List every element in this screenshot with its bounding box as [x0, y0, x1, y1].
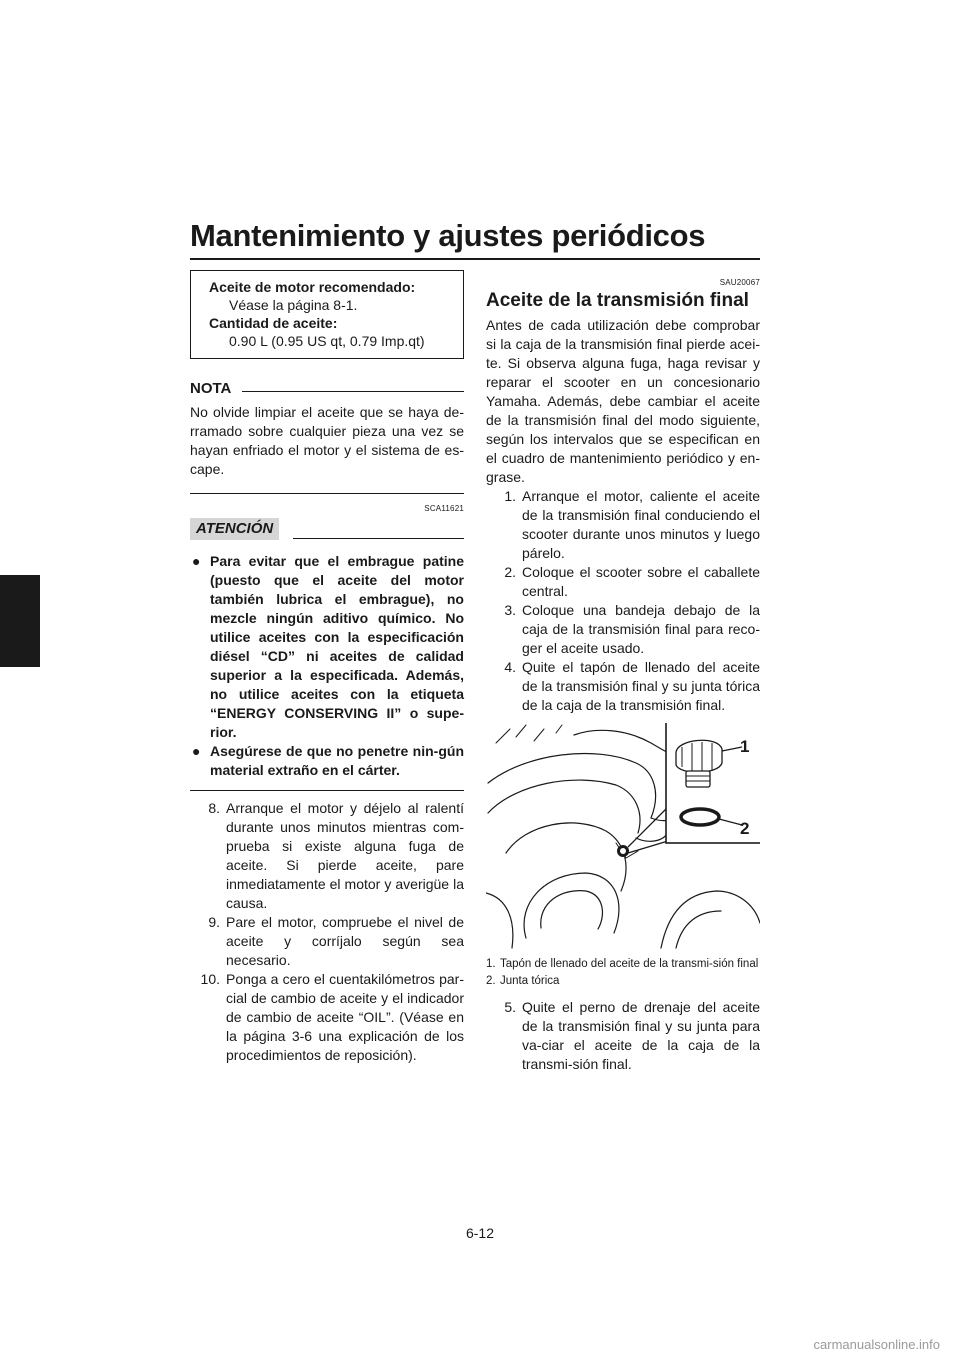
list-item: 1. Tapón de llenado del aceite de la transmi-sión final — [486, 958, 759, 970]
bullet-icon: ● — [192, 553, 201, 569]
header-rule — [190, 258, 760, 260]
section-code: SAU20067 — [719, 278, 760, 287]
list-item: 5. Quite el perno de drenaje del aceite de la transmisión final y su junta para va-ciar el aceite de la caja de la transmi-sión final. — [504, 999, 760, 1072]
qty-value: 0.90 L (0.95 US qt, 0.79 Imp.qt) — [229, 333, 425, 349]
figure-label-1: 1 — [740, 737, 750, 756]
nota-end-rule — [190, 493, 464, 494]
nota-text: No olvide limpiar el aceite que se haya de-rramado sobre cualquier pieza una vez se hayan enfriado el motor y el sistema de es-cape. — [190, 404, 464, 477]
qty-label: Cantidad de aceite: — [209, 315, 338, 331]
bullet-icon: ● — [192, 743, 201, 759]
left-column — [190, 270, 464, 1065]
list-item: 4. Quite el tapón de llenado del aceite de la transmisión final y su junta tórica de la caja de la transmisión final. — [504, 659, 760, 713]
steps-right — [486, 487, 760, 715]
page-number: 6-12 — [465, 1225, 495, 1241]
steps-right-2 — [486, 998, 760, 1074]
atencion-rule — [293, 538, 464, 539]
section-title: Aceite de la transmisión final — [486, 290, 749, 311]
oil-label: Aceite de motor recomendado: — [209, 279, 416, 295]
atencion-end-rule — [190, 790, 464, 791]
list-item: 2. Junta tórica — [486, 975, 560, 987]
list-item: 2. Coloque el scooter sobre el caballete central. — [504, 564, 760, 599]
atencion-label: ATENCIÓN — [190, 518, 279, 540]
list-item: 3. Coloque una bandeja debajo de la caja de la transmisión final para reco-ger el aceite usado. — [504, 602, 760, 656]
list-item: 10. Ponga a cero el cuentakilómetros par-cial de cambio de aceite y el indicador de cambio de aceite “OIL”. (Véase en la página 3-6 una explicación de los procedimientos de reposición). — [200, 971, 464, 1064]
chapter-number: 6 — [26, 603, 37, 623]
list-item: 8. Arranque el motor y déjelo al ralentí durante unos minutos mientras com-prueba si existe alguna fuga de aceite. Si pierde aceite, pare inmediatamente el motor y averigüe la causa. — [208, 800, 464, 912]
figure-label-2: 2 — [740, 819, 750, 838]
section-intro: Antes de cada utilización debe comprobar si la caja de la transmisión final pierde acei-te. Si observa alguna fuga, haga revisar y reparar el scooter en un concesionario Yamaha. Además, debe cambiar el aceite de la transmisión final del modo siguiente, según los intervalos que se especifican en el cuadro de mantenimiento periódico y en-grase. — [486, 317, 760, 485]
nota-heading — [190, 377, 464, 399]
list-item: ● Asegúrese de que no penetre nin-gún material extraño en el cárter. — [192, 743, 464, 778]
watermark: carmanualsonline.info — [813, 1337, 940, 1352]
atencion-code: SCA11621 — [424, 504, 464, 513]
list-item: 9. Pare el motor, compruebe el nivel de aceite y corríjalo según sea necesario. — [208, 914, 464, 969]
nota-label: NOTA — [190, 380, 232, 397]
nota-rule — [242, 391, 464, 392]
atencion-bullets — [190, 552, 464, 780]
atencion-heading — [190, 516, 464, 544]
oil-value: Véase la página 8-1. — [229, 297, 358, 313]
steps-left — [190, 799, 464, 1065]
page-title: Mantenimiento y ajustes periódicos — [190, 218, 706, 253]
spec-box — [190, 270, 464, 359]
list-item: ● Para evitar que el embrague patine (puesto que el aceite del motor también lubrica el embrague), no mezcle ningún aditivo químico. No utilice aceites con la especificación diésel “CD” ni aceites de calidad superior a la especificada. Además, no utilice aceites con la etiqueta “ENERGY CONSERVING II” o supe-rior. — [192, 553, 464, 740]
list-item: 1. Arranque el motor, caliente el aceite de la transmisión final conduciendo el scooter durante unos minutos y luego párelo. — [504, 488, 760, 561]
right-column — [486, 270, 760, 1074]
figure-oil-filler — [486, 723, 760, 953]
figure-caption — [486, 957, 760, 988]
figure-illustration — [486, 723, 760, 953]
